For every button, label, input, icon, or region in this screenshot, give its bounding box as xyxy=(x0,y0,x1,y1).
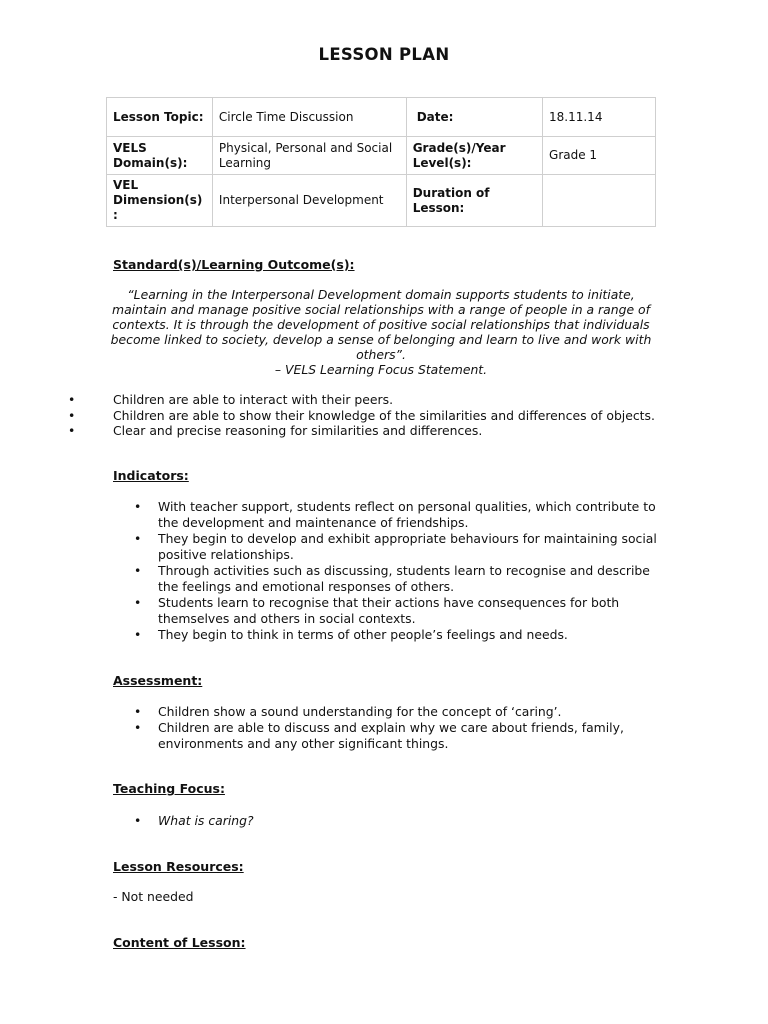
duration-label: Duration of Lesson: xyxy=(406,175,542,227)
vels-domain-label: VELS Domain(s): xyxy=(107,137,213,175)
list-item xyxy=(0,408,768,424)
list-item xyxy=(0,627,768,643)
list-item-text: Children are able to interact with their peers. xyxy=(113,392,394,407)
list-item-text: With teacher support, students reflect on personal qualities, which contribute to the development and maintenance of friendships. xyxy=(158,499,656,530)
list-item xyxy=(0,563,768,595)
resources-text: - Not needed xyxy=(113,889,194,904)
content-heading: Content of Lesson: xyxy=(113,935,246,950)
list-item xyxy=(0,595,768,627)
list-item-text: They begin to develop and exhibit appropriate behaviours for maintaining social positive relationships. xyxy=(158,531,657,562)
vels-domain-value: Physical, Personal and Social Learning xyxy=(212,137,406,175)
list-item-text: Children are able to show their knowledge of the similarities and differences of objects. xyxy=(113,407,655,423)
list-item-text: Children show a sound understanding for the concept of ‘caring’. xyxy=(158,704,562,719)
assessment-heading: Assessment: xyxy=(113,673,203,688)
table-row xyxy=(107,98,656,137)
lesson-topic-value: Circle Time Discussion xyxy=(212,98,406,137)
date-label: Date: xyxy=(406,98,542,137)
quote-text: “Learning in the Interpersonal Development domain supports students to initiate, maintain and manage positive social relationships with a range of people in a range of contexts. It is through the development of positive social relationships that individuals become linked to society, develop a sense of belonging and learn to live and work with others”. xyxy=(110,287,652,362)
list-item xyxy=(0,531,768,563)
bullet-icon: • xyxy=(68,407,76,423)
quote-source: – VELS Learning Focus Statement. xyxy=(274,362,488,377)
list-item-text: Children are able to discuss and explain why we care about friends, family, environments and any other significant things. xyxy=(158,720,624,751)
assessment-list xyxy=(0,704,768,752)
indicators-heading: Indicators: xyxy=(113,468,189,483)
standards-heading: Standard(s)/Learning Outcome(s): xyxy=(113,257,355,272)
list-item xyxy=(0,392,768,408)
bullet-icon: • xyxy=(134,531,142,546)
bullet-icon: • xyxy=(134,627,142,642)
vel-dimension-label: VEL Dimension(s) : xyxy=(107,175,213,227)
lesson-topic-label: Lesson Topic: xyxy=(107,98,213,137)
bullet-icon: • xyxy=(68,423,76,438)
teaching-focus-list xyxy=(0,813,768,829)
resources-heading: Lesson Resources: xyxy=(113,859,244,874)
list-item xyxy=(0,499,768,531)
bullet-icon: • xyxy=(134,813,142,828)
bullet-icon: • xyxy=(134,720,142,735)
indicators-list xyxy=(0,499,768,643)
grade-value: Grade 1 xyxy=(543,137,656,175)
table-row xyxy=(107,137,656,175)
list-item xyxy=(0,704,768,720)
list-item-text: Students learn to recognise that their actions have consequences for both themselves and others in social contexts. xyxy=(158,595,620,626)
list-item-text: What is caring? xyxy=(158,813,254,828)
bullet-icon: • xyxy=(134,499,142,514)
bullet-icon: • xyxy=(134,563,142,578)
bullet-icon: • xyxy=(68,392,76,407)
page-title: LESSON PLAN xyxy=(318,45,450,64)
date-value: 18.11.14 xyxy=(543,98,656,137)
list-item xyxy=(0,423,768,439)
duration-value xyxy=(543,175,656,227)
lesson-info-table xyxy=(106,97,656,227)
table-row xyxy=(107,175,656,227)
list-item xyxy=(0,813,768,829)
vels-quote xyxy=(108,287,654,377)
teaching-focus-heading: Teaching Focus: xyxy=(113,781,225,796)
bullet-icon: • xyxy=(134,704,142,719)
bullet-icon: • xyxy=(134,595,142,610)
vel-dimension-value: Interpersonal Development xyxy=(212,175,406,227)
list-item-text: Clear and precise reasoning for similarities and differences. xyxy=(113,423,483,438)
list-item-text: They begin to think in terms of other people’s feelings and needs. xyxy=(158,627,568,642)
list-item-text: Through activities such as discussing, students learn to recognise and describe the feelings and emotional responses of others. xyxy=(158,563,650,594)
grade-label: Grade(s)/Year Level(s): xyxy=(406,137,542,175)
standards-list xyxy=(0,392,768,439)
list-item xyxy=(0,720,768,752)
